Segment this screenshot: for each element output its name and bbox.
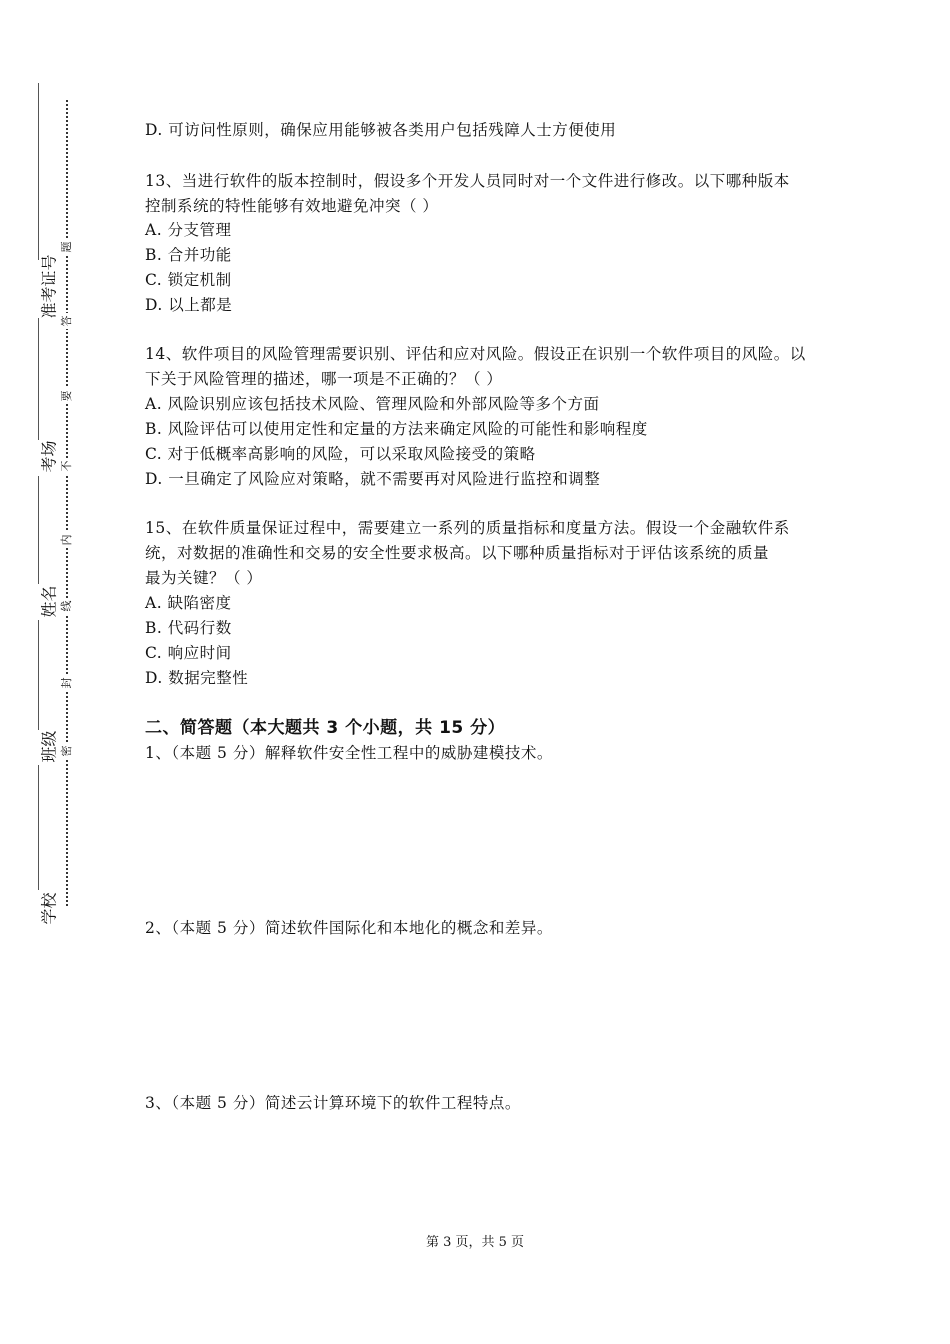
section-heading: 二、简答题（本大题共 3 个小题，共 15 分） — [145, 718, 506, 738]
option-text: B. 合并功能 — [145, 246, 232, 264]
option-text: B. 风险评估可以使用定性和定量的方法来确定风险的可能性和影响程度 — [145, 420, 648, 438]
short-answer-question: 3、（本题 5 分）简述云计算环境下的软件工程特点。 — [145, 1094, 521, 1112]
seal-char: 密 — [60, 743, 74, 759]
option-text: B. 代码行数 — [145, 619, 232, 637]
field-label-school: 学校 — [39, 892, 59, 925]
seal-char: 内 — [60, 532, 74, 548]
option-text: C. 响应时间 — [145, 644, 232, 662]
underline — [38, 83, 39, 260]
short-answer-question: 2、（本题 5 分）简述软件国际化和本地化的概念和差异。 — [145, 919, 553, 937]
seal-char: 线 — [60, 598, 74, 614]
question-stem: 13、当进行软件的版本控制时，假设多个开发人员同时对一个文件进行修改。以下哪种版本 — [145, 172, 790, 190]
question-stem: 14、软件项目的风险管理需要识别、评估和应对风险。假设正在识别一个软件项目的风险。以 — [145, 345, 806, 363]
seal-char: 封 — [60, 675, 74, 691]
field-label-name: 姓名 — [39, 585, 59, 618]
page-number: 第 3 页，共 5 页 — [425, 1235, 525, 1250]
seal-dotted-line — [66, 100, 68, 906]
question-stem: 15、在软件质量保证过程中，需要建立一系列的质量指标和度量方法。假设一个金融软件系 — [145, 519, 790, 537]
option-text: D. 数据完整性 — [145, 669, 249, 687]
option-text: C. 锁定机制 — [145, 271, 232, 289]
option-text: C. 对于低概率高影响的风险，可以采取风险接受的策略 — [145, 445, 536, 463]
question-stem: 控制系统的特性能够有效地避免冲突（ ） — [145, 197, 439, 215]
underline — [38, 620, 39, 730]
option-text: D. 以上都是 — [145, 296, 233, 314]
seal-char: 答 — [60, 313, 74, 329]
underline — [38, 318, 39, 440]
underline — [38, 765, 39, 890]
option-text: A. 风险识别应该包括技术风险、管理风险和外部风险等多个方面 — [145, 395, 600, 413]
field-label-class: 班级 — [39, 730, 59, 763]
option-text: A. 分支管理 — [145, 221, 232, 239]
underline — [38, 476, 39, 584]
seal-char: 要 — [60, 388, 74, 404]
question-stem: 统，对数据的准确性和交易的安全性要求极高。以下哪种质量指标对于评估该系统的质量 — [145, 544, 770, 562]
option-text: A. 缺陷密度 — [145, 594, 232, 612]
field-label-exam-room: 考场 — [39, 440, 59, 473]
seal-char: 题 — [60, 239, 74, 255]
short-answer-question: 1、（本题 5 分）解释软件安全性工程中的威胁建模技术。 — [145, 744, 553, 762]
question-stem: 下关于风险管理的描述，哪一项是不正确的？（ ） — [145, 370, 503, 388]
question-stem: 最为关键？（ ） — [145, 569, 263, 587]
seal-char: 不 — [60, 458, 74, 474]
option-text: D. 可访问性原则，确保应用能够被各类用户包括残障人士方便使用 — [145, 121, 617, 139]
field-label-exam-number: 准考证号 — [39, 254, 59, 319]
option-text: D. 一旦确定了风险应对策略，就不需要再对风险进行监控和调整 — [145, 470, 601, 488]
